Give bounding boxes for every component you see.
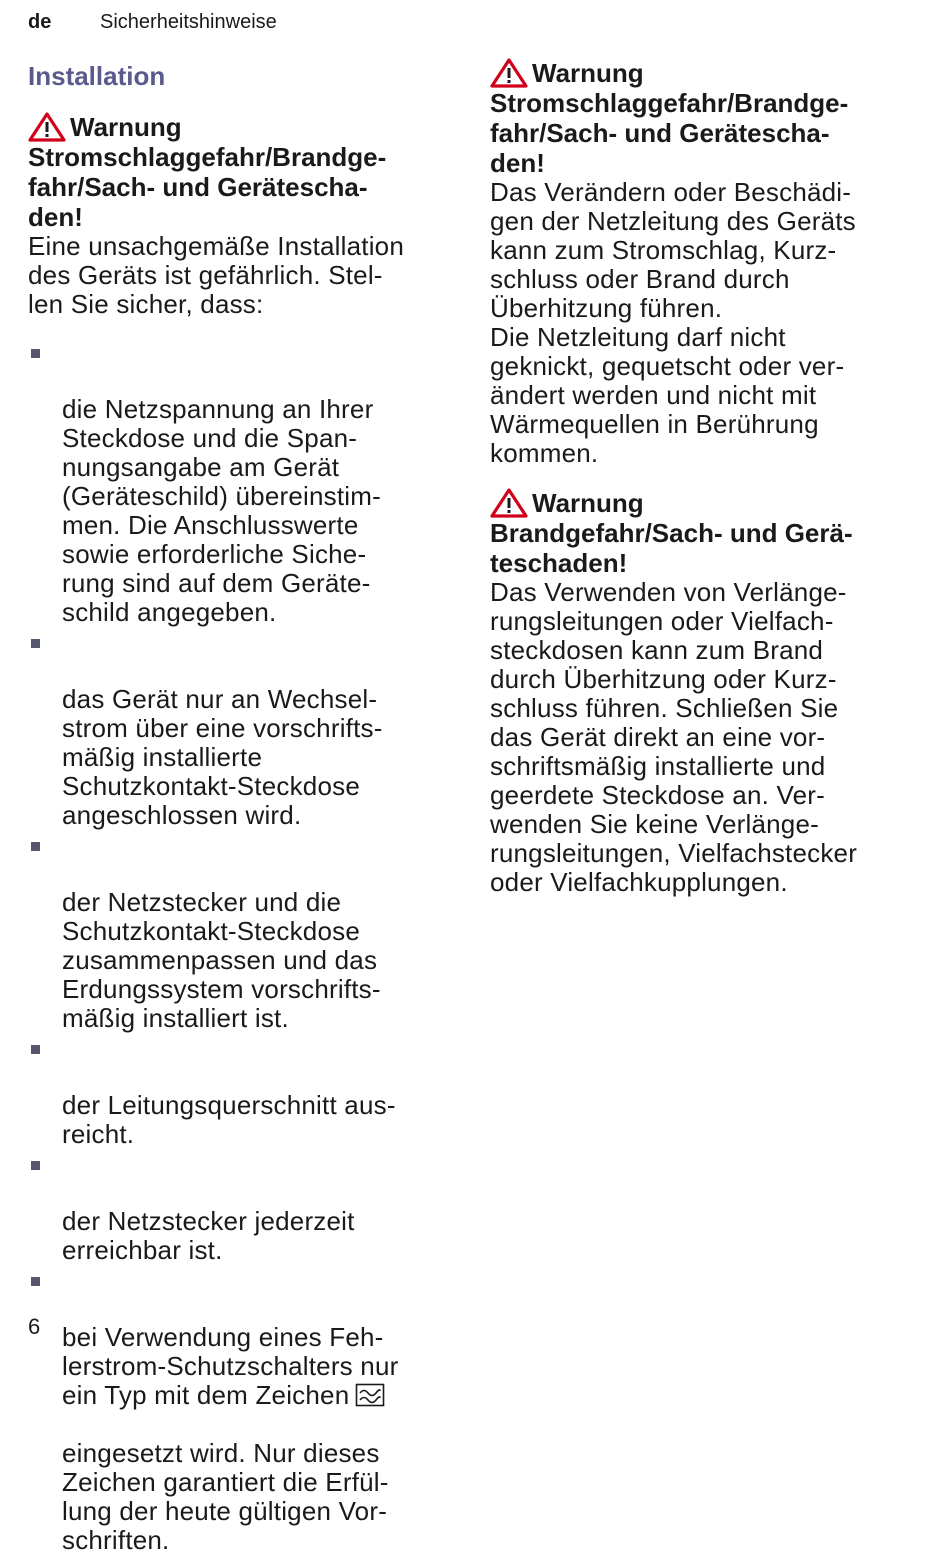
bullet-square-icon	[31, 1161, 40, 1170]
warning-label: Warnung	[70, 112, 182, 142]
warning-intro-text: Eine unsachgemäße Installation des Geräts ist gefährlich. Stel- len Sie sicher, dass:	[28, 231, 405, 319]
spacer	[490, 468, 910, 488]
warning-title	[490, 58, 910, 88]
right-column	[490, 58, 910, 897]
bullet-square-icon	[31, 842, 40, 851]
list-item-text: das Gerät nur an Wechsel- strom über eine vorschrifts- mäßig installierte Schutzkontakt-Steckdose angeschlossen wird.	[62, 684, 383, 830]
page-header	[28, 8, 277, 36]
warning-heading: Brandgefahr/Sach- und Gerä- teschaden!	[490, 518, 853, 578]
list-item	[28, 830, 448, 1033]
section-title: Installation	[28, 61, 166, 91]
bullet-square-icon	[31, 349, 40, 358]
warning-text: Das Verändern oder Beschädi- gen der Netzleitung des Geräts kann zum Stromschlag, Kurz- schluss oder Brand durch Überhitzung führen. Die Netzleitung darf nicht geknickt, gequetscht oder ver- ändert werden und nicht mit Wärmequellen in Berührung kommen.	[490, 177, 856, 468]
list-item	[28, 337, 448, 627]
list-item-text: der Leitungsquerschnitt aus- reicht.	[62, 1090, 396, 1149]
left-column	[28, 58, 448, 1555]
warning-triangle-icon	[28, 112, 68, 142]
list-item-text-after-icon: eingesetzt wird. Nur dieses Zeichen garantiert die Erfül- lung der heute gültigen Vor- schriften.	[62, 1438, 389, 1555]
warning-triangle-icon	[490, 58, 530, 88]
warning-label: Warnung	[532, 488, 644, 518]
warning-heading: Stromschlaggefahr/Brandge- fahr/Sach- und Gerätescha- den!	[28, 142, 387, 232]
warning-heading: Stromschlaggefahr/Brandge- fahr/Sach- und Gerätescha- den!	[490, 88, 849, 178]
list-item-text: die Netzspannung an Ihrer Steckdose und die Span- nungsangabe am Gerät (Geräteschild) übereinstim- men. Die Anschlusswerte sowie erforderliche Siche- rung sind auf dem Geräte- schild angegeben.	[62, 394, 381, 627]
warning-label: Warnung	[532, 58, 644, 88]
bullet-square-icon	[31, 639, 40, 648]
list-item-text: der Netzstecker jederzeit erreichbar ist.	[62, 1206, 355, 1265]
warning-triangle-icon	[490, 488, 530, 518]
bullet-square-icon	[31, 1045, 40, 1054]
warning-block-installation	[28, 112, 448, 319]
rcd-type-symbol-icon	[355, 1383, 385, 1407]
warning-block-power-cord	[490, 58, 910, 468]
requirements-list	[28, 337, 448, 1555]
header-section-title: Sicherheitshinweise	[100, 10, 277, 33]
list-item	[28, 627, 448, 830]
list-item	[28, 1265, 448, 1555]
list-item-text: der Netzstecker und die Schutzkontakt-Steckdose zusammenpassen und das Erdungssystem vorschrifts- mäßig installiert ist.	[62, 887, 381, 1033]
bullet-square-icon	[31, 1277, 40, 1286]
warning-block-extension-cords	[490, 488, 910, 897]
language-code: de	[28, 10, 52, 33]
warning-title	[490, 488, 910, 518]
list-item	[28, 1149, 448, 1265]
list-item	[28, 1033, 448, 1149]
warning-title	[28, 112, 448, 142]
page-number: 6	[28, 1314, 41, 1339]
list-item-text-before-icon: bei Verwendung eines Feh- lerstrom-Schutzschalters nur ein Typ mit dem Zeichen	[62, 1322, 399, 1410]
warning-text: Das Verwenden von Verlänge- rungsleitungen oder Vielfach- steckdosen kann zum Brand durch Überhitzung oder Kurz- schluss führen. Schließen Sie das Gerät direkt an eine vor- schriftsmäßig installierte und geerdete Steckdose an. Ver- wenden Sie keine Verlänge- rungsleitungen, Vielfachstecker oder Vielfachkupplungen.	[490, 577, 858, 897]
